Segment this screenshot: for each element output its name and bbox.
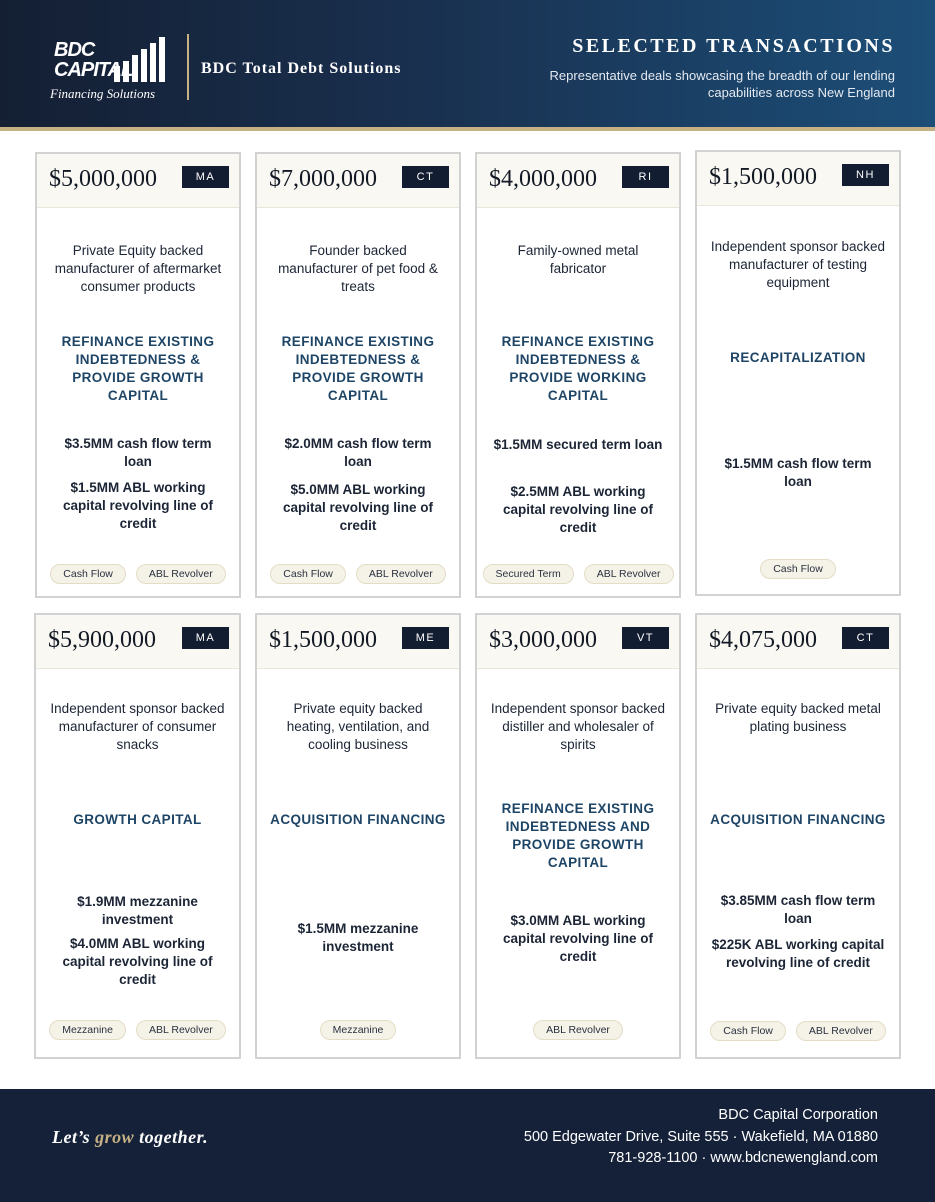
card-header — [257, 615, 459, 669]
state-badge: RI — [622, 166, 669, 188]
card-header — [37, 154, 239, 208]
facility-tags — [705, 1021, 891, 1041]
card-header — [257, 154, 459, 208]
logo-subtitle: Financing Solutions — [50, 86, 156, 101]
logo-text-bdc: BDC — [54, 39, 95, 61]
deal-amount: $5,000,000 — [49, 166, 157, 192]
page-subtitle: Representative deals showcasing the breadth of our lending capabilities across New England — [549, 68, 895, 100]
state-badge: VT — [622, 627, 669, 649]
company-address: 500 Edgewater Drive, Suite 555 · Wakefield, MA 01880 — [523, 1128, 878, 1145]
header-gold-rule — [0, 127, 935, 131]
facility-tags — [485, 564, 671, 584]
state-badge: NH — [842, 164, 889, 186]
deal-amount: $5,900,000 — [48, 627, 156, 653]
tagline-accent: grow — [95, 1127, 135, 1147]
facility-tag: Cash Flow — [710, 1021, 786, 1041]
deal-purpose: REFINANCE EXISTING INDEBTEDNESS & PROVIDE GROWTH CAPITAL — [61, 334, 215, 403]
facility-tags — [265, 564, 451, 584]
facility-line: $3.0MM ABL working capital revolving line of credit — [502, 913, 654, 964]
tagline-end: together. — [134, 1127, 209, 1147]
transaction-card — [475, 613, 681, 1059]
company-description: Founder backed manufacturer of pet food & treats — [278, 243, 438, 294]
facility-line: $3.5MM cash flow term loan — [64, 436, 212, 469]
deal-purpose: REFINANCE EXISTING INDEBTEDNESS AND PROVIDE GROWTH CAPITAL — [501, 801, 655, 870]
bdc-capital-logo — [50, 36, 175, 102]
facility-line: $1.5MM cash flow term loan — [724, 456, 872, 489]
facility-tags — [485, 1020, 671, 1040]
facility-tags — [265, 1020, 451, 1040]
brand-tagline: BDC Total Debt Solutions — [201, 60, 402, 77]
deal-amount: $1,500,000 — [709, 164, 817, 190]
facility-tag: ABL Revolver — [584, 564, 674, 584]
facility-line: $225K ABL working capital revolving line of credit — [711, 937, 885, 970]
deal-purpose: ACQUISITION FINANCING — [710, 812, 886, 827]
deal-amount: $3,000,000 — [489, 627, 597, 653]
page-header — [0, 0, 935, 127]
facility-line: $1.5MM ABL working capital revolving line of credit — [62, 480, 214, 531]
deal-purpose: REFINANCE EXISTING INDEBTEDNESS & PROVIDE WORKING CAPITAL — [501, 334, 655, 403]
company-contact[interactable]: 781-928-1100 · www.bdcnewengland.com — [608, 1150, 878, 1166]
facility-tag: ABL Revolver — [356, 564, 446, 584]
page-footer — [0, 1089, 935, 1202]
company-name: BDC Capital Corporation — [718, 1107, 878, 1123]
facility-tag: ABL Revolver — [796, 1021, 886, 1041]
facility-line: $4.0MM ABL working capital revolving line of credit — [62, 936, 213, 987]
facility-tag: Cash Flow — [270, 564, 346, 584]
card-header — [697, 152, 899, 206]
footer-tagline — [52, 1127, 208, 1148]
facility-line: $1.5MM mezzanine investment — [297, 921, 419, 954]
company-description: Independent sponsor backed manufacturer of consumer snacks — [50, 701, 225, 752]
company-description: Independent sponsor backed distiller and wholesaler of spirits — [490, 701, 666, 752]
deal-purpose: ACQUISITION FINANCING — [270, 812, 446, 827]
facility-line: $2.0MM cash flow term loan — [284, 436, 432, 469]
card-header — [697, 615, 899, 669]
facility-line: $3.85MM cash flow term loan — [720, 893, 876, 926]
transaction-card — [255, 152, 461, 598]
company-description: Private Equity backed manufacturer of aftermarket consumer products — [54, 243, 222, 294]
deal-amount: $7,000,000 — [269, 166, 377, 192]
transaction-card — [255, 613, 461, 1059]
company-description: Family-owned metal fabricator — [517, 243, 639, 276]
tagline-start: Let’s — [52, 1127, 96, 1147]
company-description: Private equity backed metal plating business — [715, 701, 881, 734]
logo-text-capital: CAPITAL — [54, 59, 133, 81]
facility-tag: Cash Flow — [760, 559, 836, 579]
facility-line: $1.5MM secured term loan — [493, 437, 663, 452]
facility-tag: Mezzanine — [49, 1020, 126, 1040]
company-description: Private equity backed heating, ventilation, and cooling business — [286, 701, 430, 752]
facility-tag: Cash Flow — [50, 564, 126, 584]
deal-purpose: REFINANCE EXISTING INDEBTEDNESS & PROVIDE GROWTH CAPITAL — [281, 334, 435, 403]
page-title: SELECTED TRANSACTIONS — [572, 35, 895, 57]
transaction-card — [34, 613, 241, 1059]
transaction-card — [35, 152, 241, 598]
card-header — [477, 154, 679, 208]
deal-purpose: RECAPITALIZATION — [730, 350, 866, 365]
deal-purpose: GROWTH CAPITAL — [73, 812, 202, 827]
facility-line: $1.9MM mezzanine investment — [77, 894, 198, 927]
facility-tag: Secured Term — [483, 564, 574, 584]
facility-tag: ABL Revolver — [136, 1020, 226, 1040]
transaction-card — [695, 150, 901, 596]
card-header — [36, 615, 239, 669]
deal-amount: $4,075,000 — [709, 627, 817, 653]
facility-tag: Mezzanine — [320, 1020, 397, 1040]
state-badge: MA — [182, 166, 229, 188]
facility-tag: ABL Revolver — [533, 1020, 623, 1040]
facility-tags — [44, 1020, 231, 1040]
facility-tags — [45, 564, 231, 584]
facility-tag: ABL Revolver — [136, 564, 226, 584]
deal-amount: $1,500,000 — [269, 627, 377, 653]
transaction-card — [695, 613, 901, 1059]
state-badge: CT — [402, 166, 449, 188]
facility-line: $2.5MM ABL working capital revolving line of credit — [502, 484, 654, 535]
facility-tags — [705, 559, 891, 579]
state-badge: ME — [402, 627, 449, 649]
state-badge: CT — [842, 627, 889, 649]
card-header — [477, 615, 679, 669]
company-description: Independent sponsor backed manufacturer of testing equipment — [710, 239, 886, 290]
state-badge: MA — [182, 627, 229, 649]
deal-amount: $4,000,000 — [489, 166, 597, 192]
facility-line: $5.0MM ABL working capital revolving line of credit — [282, 482, 434, 533]
contact-info — [524, 1105, 878, 1170]
header-divider — [187, 34, 189, 100]
transaction-card — [475, 152, 681, 598]
